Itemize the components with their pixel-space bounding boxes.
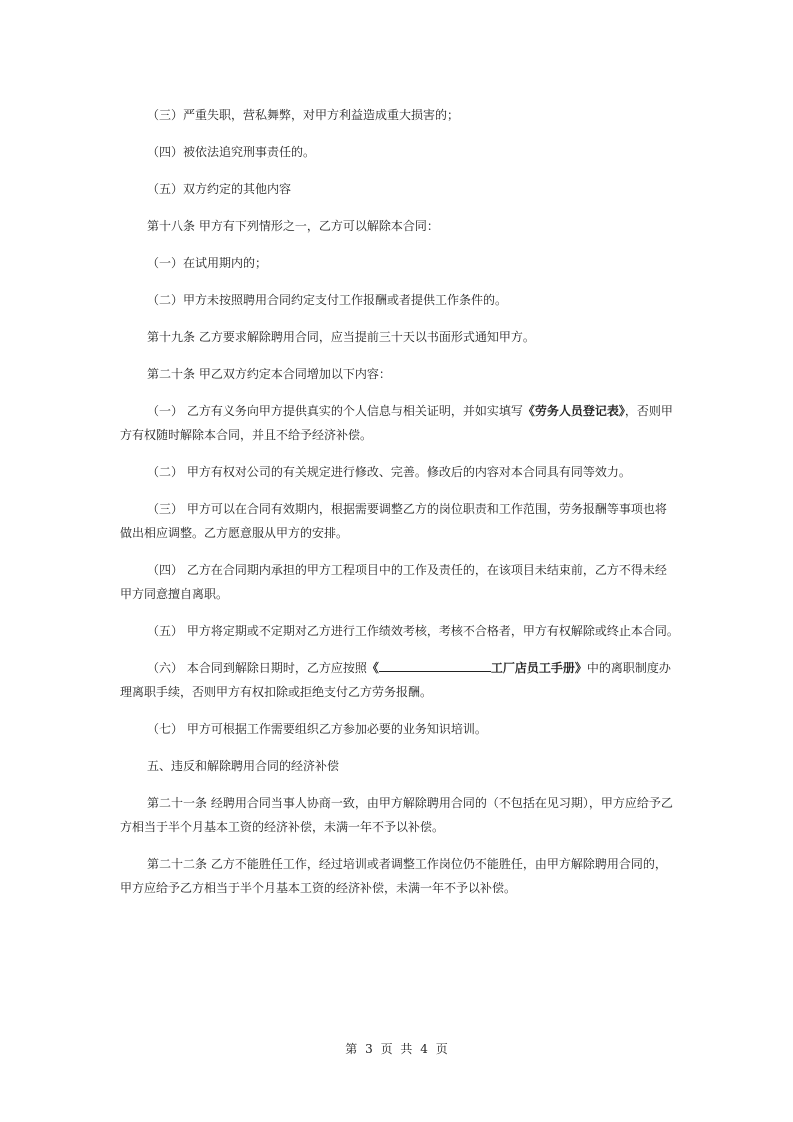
footer-total-word: 共: [400, 1042, 413, 1056]
paragraph-clause-4: （四）被依法追究刑事责任的。: [147, 145, 316, 159]
paragraph-article-21: 第二十一条 经聘用合同当事人协商一致，由甲方解除聘用合同的（不包括在见习期），甲方应给予乙方相当于半个月基本工资的经济补偿，未满一年不予以补偿。: [120, 796, 673, 834]
paragraph-art20-item-1: [120, 399, 676, 447]
page-footer: [0, 1040, 793, 1058]
handbook-open-bracket: 《: [366, 661, 379, 675]
paragraph-art20-item-7: （七） 甲方可根据工作需要组织乙方参加必要的业务知识培训。: [147, 722, 487, 736]
document-body: [120, 103, 679, 900]
art20-item-1-text-a: （一） 乙方有义务向甲方提供真实的个人信息与相关证明，并如实填写: [147, 404, 523, 418]
paragraph-article-18: 第十八条 甲方有下列情形之一，乙方可以解除本合同：: [147, 219, 439, 233]
paragraph-art18-item-2: （二）甲方未按照聘用合同约定支付工作报酬或者提供工作条件的。: [147, 293, 508, 307]
section-heading-5: 五、违反和解除聘用合同的经济补偿: [147, 759, 340, 773]
paragraph-art20-item-5: （五） 甲方将定期或不定期对乙方进行工作绩效考核，考核不合格者，甲方有权解除或终止本合同。: [147, 624, 679, 638]
paragraph-article-22: 第二十二条 乙方不能胜任工作，经过培训或者调整工作岗位仍不能胜任，由甲方解除聘用合同的，甲方应给予乙方相当于半个月基本工资的经济补偿，未满一年不予以补偿。: [120, 857, 667, 895]
handbook-blank-line: [379, 659, 491, 672]
art20-item-6-text-d: 中的离职制度办理离职手续，否则甲方有权扣除或拒绝支付乙方劳务报酬。: [120, 661, 671, 699]
paragraph-clause-3: （三）严重失职，营私舞弊，对甲方利益造成重大损害的；: [147, 108, 460, 122]
footer-page-word: 页: [380, 1042, 393, 1056]
paragraph-clause-5: （五）双方约定的其他内容: [147, 182, 292, 196]
paragraph-article-19: 第十九条 乙方要求解除聘用合同，应当提前三十天以书面形式通知甲方。: [147, 330, 535, 344]
paragraph-art20-item-3: （三） 甲方可以在合同有效期内，根据需要调整乙方的岗位职责和工作范围，劳务报酬等事项也将做出相应调整。乙方愿意服从甲方的安排。: [120, 502, 667, 540]
registration-form-title: 《劳务人员登记表》: [522, 404, 625, 418]
art20-item-6-text-a: （六） 本合同到解除日期时，乙方应按照: [147, 661, 367, 675]
paragraph-art20-item-4: （四） 乙方在合同期内承担的甲方工程项目中的工作及责任的，在该项目未结束前，乙方不得未经甲方同意擅自离职。: [120, 563, 667, 601]
paragraph-article-20: 第二十条 甲乙双方约定本合同增加以下内容：: [147, 367, 391, 381]
footer-current-page: 3: [365, 1042, 373, 1056]
footer-total-pages: 4: [420, 1042, 428, 1056]
art20-item-1-text-c: ，否则甲方有权随时解除本合同，并且不给予经济补偿。: [120, 404, 673, 442]
footer-prefix: 第: [345, 1042, 358, 1056]
paragraph-art20-item-2: （二） 甲方有权对公司的有关规定进行修改、完善。修改后的内容对本合同具有同等效力。: [147, 465, 631, 479]
footer-suffix: 页: [435, 1042, 448, 1056]
paragraph-art20-item-6: [120, 656, 676, 704]
handbook-title: 工厂店员工手册》: [490, 661, 587, 675]
paragraph-art18-item-1: （一）在试用期内的；: [147, 256, 268, 270]
